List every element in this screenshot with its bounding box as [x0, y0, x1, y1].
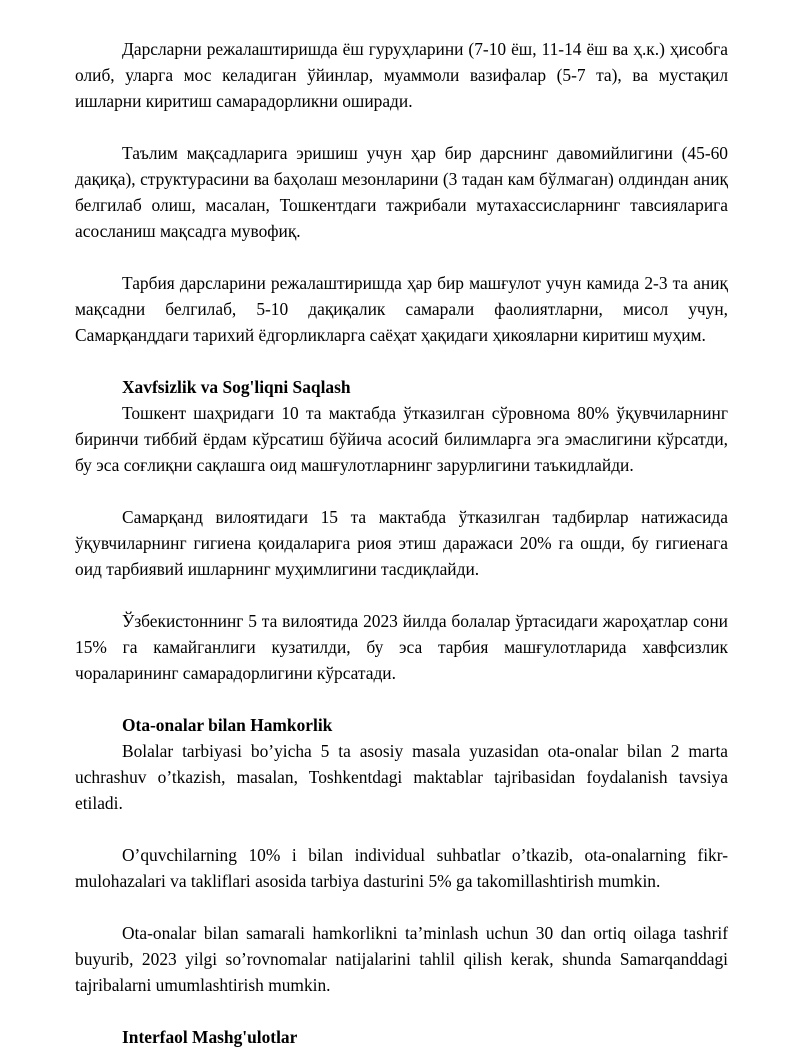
section-heading-safety: Xavfsizlik va Sog'liqni Saqlash	[122, 377, 351, 397]
paragraph-parents-individual-talks: O’quvchilarning 10% i bilan individual suhbatlar o’tkazib, ota-onalarning fikr-mulohazalari va takliflari asosida tarbiya dasturini 5% ga takomillashtirish mumkin.	[75, 845, 728, 891]
paragraph-parents-home-visits: Ota-onalar bilan samarali hamkorlikni ta’minlash uchun 30 dan ortiq oilaga tashrif buyurib, 2023 yilgi so’rovnomalar natijalarini tahlil qilish kerak, shunda Samarqanddagi tajribalarni umumlashtirish mumkin.	[75, 923, 728, 995]
section-heading-parents: Ota-onalar bilan Hamkorlik	[122, 715, 333, 735]
paragraph-safety-samarkand-hygiene: Самарқанд вилоятидаги 15 та мактабда ўтказилган тадбирлар натижасида ўқувчиларнинг гигиена қоидаларига риоя этиш даражаси 20% га ошди, бу гигиенага оид тарбиявий ишларнинг муҳимлигини тасдиқлайди.	[75, 507, 728, 579]
section-heading-interactive: Interfaol Mashg'ulotlar	[122, 1027, 298, 1047]
paragraph-parents-meetings: Bolalar tarbiyasi bo’yicha 5 ta asosiy masala yuzasidan ota-onalar bilan 2 marta uchrashuv o’tkazish, masalan, Toshkentdagi maktablar tajribasidan foydalanish tavsiya etiladi.	[75, 741, 728, 813]
paragraph-lesson-planning-age-groups: Дарсларни режалаштиришда ёш гуруҳларини (7-10 ёш, 11-14 ёш ва ҳ.к.) ҳисобга олиб, уларга мос келадиган ўйинлар, муаммоли вазифалар (5-7 та), ва мустақил ишларни киритиш самарадорликни оширади.	[75, 39, 728, 111]
paragraph-safety-injuries-2023: Ўзбекистоннинг 5 та вилоятида 2023 йилда болалар ўртасидаги жароҳатлар сони 15% га камайганлиги кузатилди, бу эса тарбия машғулотларида хавфсизлик чораларининг самарадорлигини кўрсатади.	[75, 611, 728, 683]
paragraph-education-goals-samarkand: Тарбия дарсларини режалаштиришда ҳар бир машғулот учун камида 2-3 та аниқ мақсадни белгилаб, 5-10 дақиқалик самарали фаолиятларни, мисол учун, Самарқанддаги тарихий ёдгорликларга саёҳат ҳақидаги ҳикояларни киритиш муҳим.	[75, 273, 728, 345]
paragraph-safety-tashkent-survey: Тошкент шаҳридаги 10 та мактабда ўтказилган сўровнома 80% ўқувчиларнинг биринчи тиббий ёрдам кўрсатиш бўйича асосий билимларга эга эмаслигини кўрсатди, бу эса соғлиқни сақлашга оид машғулотларнинг зарурлигини таъкидлайди.	[75, 403, 728, 475]
paragraph-lesson-goals-duration: Таълим мақсадларига эришиш учун ҳар бир дарснинг давомийлигини (45-60 дақиқа), структурасини ва баҳолаш мезонларини (3 тадан кам бўлмаган) олдиндан аниқ белгилаб олиш, масалан, Тошкентдаги тажрибали мутахассисларнинг тавсияларига асосланиш мақсадга мувофиқ.	[75, 143, 728, 241]
